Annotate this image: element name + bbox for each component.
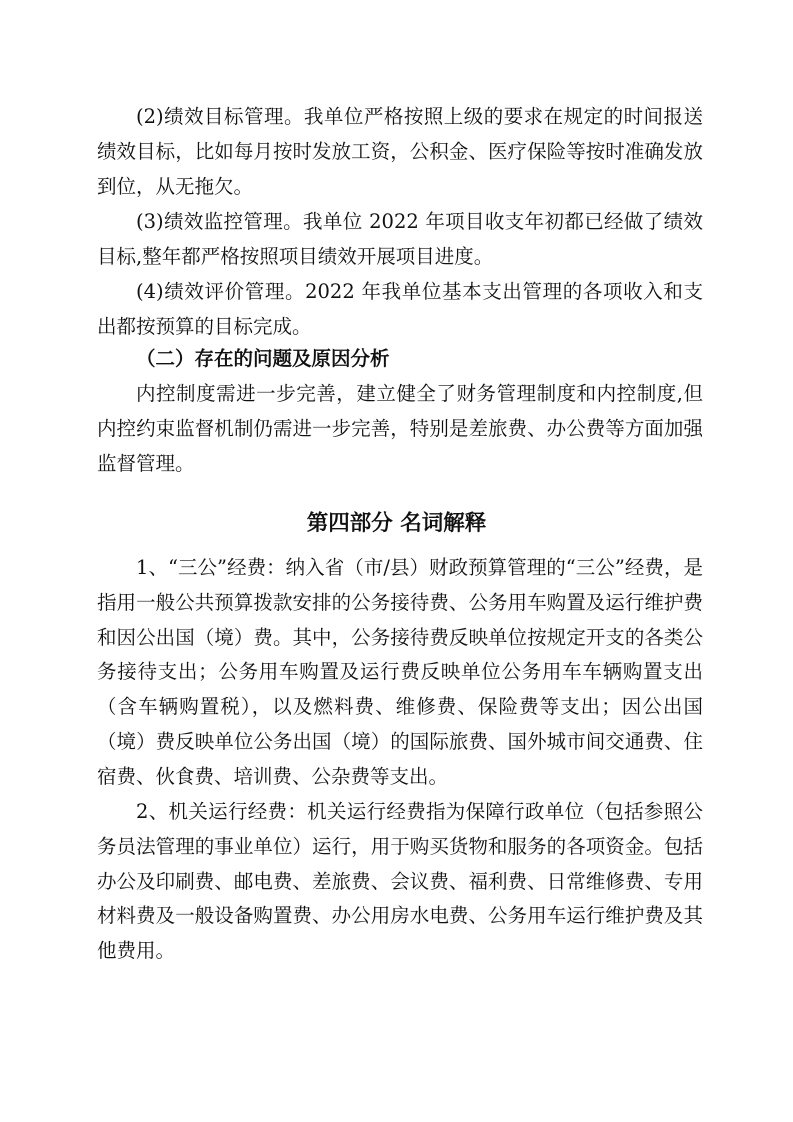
- paragraph-problems: 内控制度需进一步完善，建立健全了财务管理制度和内控制度,但内控约束监督机制仍需进一步完善，特别是差旅费、办公费等方面加强监督管理。: [97, 382, 703, 475]
- paragraph-performance-monitoring: (3)绩效监控管理。我单位 2022 年项目收支年初都已经做了绩效目标,整年都严格按照项目绩效开展项目进度。: [97, 210, 703, 268]
- paragraph-performance-target: (2)绩效目标管理。我单位严格按照上级的要求在规定的时间报送绩效目标，比如每月按时发放工资，公积金、医疗保险等按时准确发放到位，从无拖欠。: [97, 105, 703, 198]
- section-heading-problems: （二）存在的问题及原因分析: [136, 347, 390, 370]
- paragraph-performance-evaluation: (4)绩效评价管理。2022 年我单位基本支出管理的各项收入和支出都按预算的目标完成。: [97, 280, 703, 338]
- paragraph-term-operating-funds: 2、机关运行经费：机关运行经费指为保障行政单位（包括参照公务员法管理的事业单位）运行，用于购买货物和服务的各项资金。包括办公及印刷费、邮电费、差旅费、会议费、福利费、日常维修费、专用材料费及一般设备购置费、办公用房水电费、公务用车运行维护费及其他费用。: [97, 800, 703, 963]
- part-title: 第四部分 名词解释: [306, 511, 487, 536]
- paragraph-term-three-public: 1、“三公”经费：纳入省（市/县）财政预算管理的“三公”经费，是指用一般公共预算拨款安排的公务接待费、公务用车购置及运行维护费和因公出国（境）费。其中，公务接待费反映单位按规定开支的各类公务接待支出；公务用车购置及运行费反映单位公务用车车辆购置支出（含车辆购置税），以及燃料费、维修费、保险费等支出；因公出国（境）费反映单位公务出国（境）的国际旅费、国外城市间交通费、住宿费、伙食费、培训费、公杂费等支出。: [97, 556, 703, 788]
